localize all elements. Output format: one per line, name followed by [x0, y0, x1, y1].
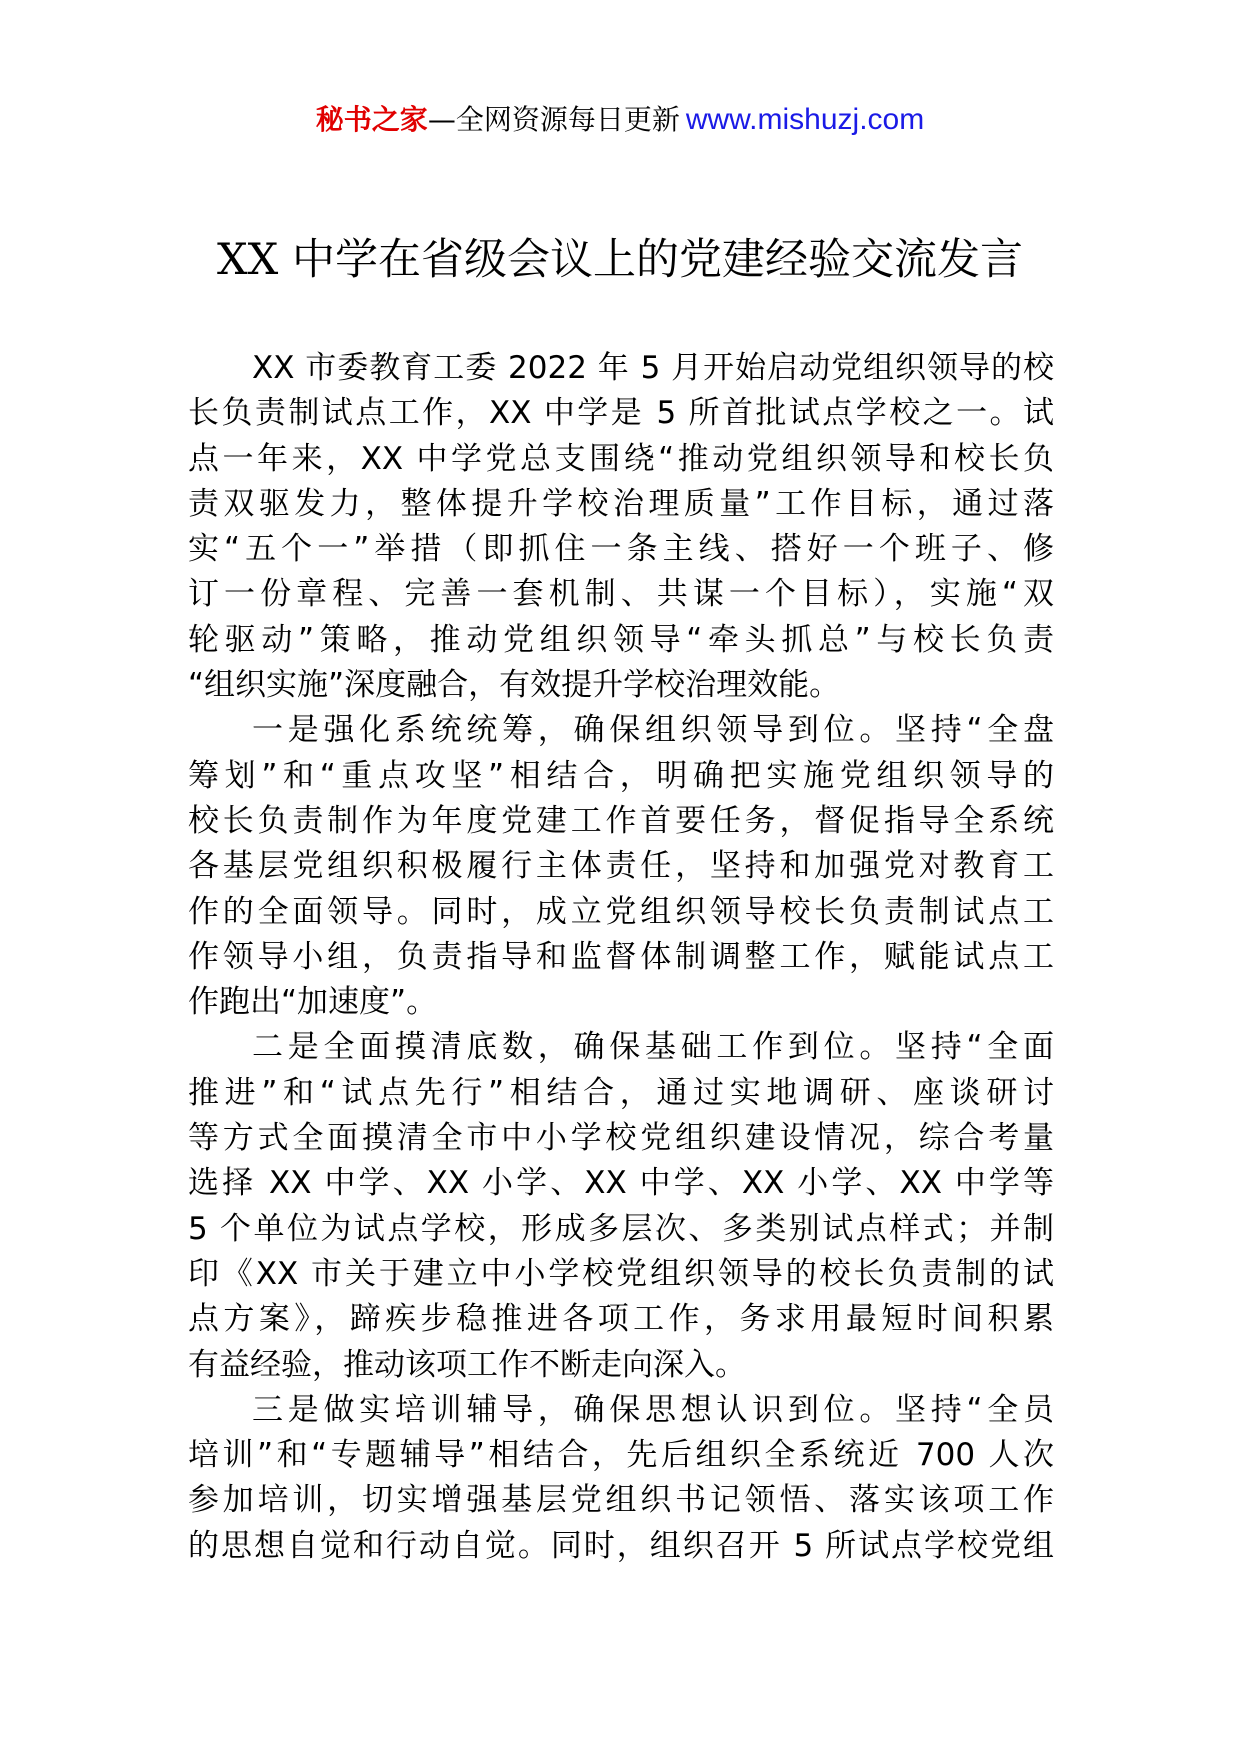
document-body	[188, 346, 1054, 1569]
text-line: 作领导小组，负责指导和监督体制调整工作，赋能试点工	[188, 938, 1054, 975]
text-line: 一是强化系统统筹，确保组织领导到位。坚持“全盘	[252, 712, 1054, 749]
text-line: 校长负责制作为年度党建工作首要任务，督促指导全系统	[188, 802, 1054, 839]
text-line: 作的全面领导。同时，成立党组织领导校长负责制试点工	[188, 893, 1054, 930]
text-line: 筹划”和“重点攻坚”相结合，明确把实施党组织领导的	[188, 757, 1054, 794]
text-line: XX 市委教育工委 2022 年 5 月开始启动党组织领导的校	[252, 350, 1054, 386]
text-line: 订一份章程、完善一套机制、共谋一个目标），实施“双	[188, 576, 1054, 613]
text-line: 点一年来，XX 中学党总支围绕“推动党组织领导和校长负	[188, 440, 1054, 477]
text-line: 有益经验，推动该项工作不断走向深入。	[188, 1346, 746, 1383]
paragraph	[188, 1025, 1054, 1387]
text-line: 二是全面摸清底数，确保基础工作到位。坚持“全面	[252, 1029, 1054, 1066]
text-line: 作跑出“加速度”。	[188, 984, 438, 1021]
text-line: 培训”和“专题辅导”相结合，先后组织全系统近 700 人次	[188, 1437, 1054, 1474]
paragraph	[188, 708, 1054, 1025]
text-line: 5 个单位为试点学校，形成多层次、多类别试点样式；并制	[188, 1210, 1054, 1247]
text-line: 责双驱发力，整体提升学校治理质量”工作目标，通过落	[188, 485, 1054, 522]
paragraph	[188, 346, 1054, 708]
text-line: 选择 XX 中学、XX 小学、XX 中学、XX 小学、XX 中学等	[188, 1165, 1054, 1202]
site-name: 秘书之家	[315, 103, 428, 136]
text-line: 轮驱动”策略，推动党组织领导“牵头抓总”与校长负责	[188, 621, 1054, 658]
paragraph	[188, 1388, 1054, 1569]
text-line: 印《XX 市关于建立中小学校党组织领导的校长负责制的试	[188, 1255, 1054, 1292]
text-line: “组织实施”深度融合，有效提升学校治理效能。	[188, 667, 841, 704]
text-line: 各基层党组织积极履行主体责任，坚持和加强党对教育工	[188, 848, 1054, 885]
text-line: 等方式全面摸清全市中小学校党组织建设情况，综合考量	[188, 1120, 1054, 1157]
text-line: 实“五个一”举措（即抓住一条主线、搭好一个班子、修	[188, 531, 1054, 568]
document-title: XX 中学在省级会议上的党建经验交流发言	[217, 235, 1023, 285]
text-line: 点方案》，蹄疾步稳推进各项工作，务求用最短时间积累	[188, 1301, 1054, 1338]
site-tagline: —全网资源每日更新	[427, 103, 680, 136]
site-header	[0, 100, 1240, 140]
text-line: 的思想自觉和行动自觉。同时，组织召开 5 所试点学校党组	[188, 1527, 1054, 1564]
text-line: 参加培训，切实增强基层党组织书记领悟、落实该项工作	[188, 1482, 1054, 1519]
text-line: 推进”和“试点先行”相结合，通过实地调研、座谈研讨	[188, 1074, 1054, 1111]
site-url-link[interactable]: www.mishuzj.com	[685, 103, 925, 136]
text-line: 三是做实培训辅导，确保思想认识到位。坚持“全员	[252, 1391, 1054, 1428]
text-line: 长负责制试点工作，XX 中学是 5 所首批试点学校之一。试	[188, 395, 1054, 432]
